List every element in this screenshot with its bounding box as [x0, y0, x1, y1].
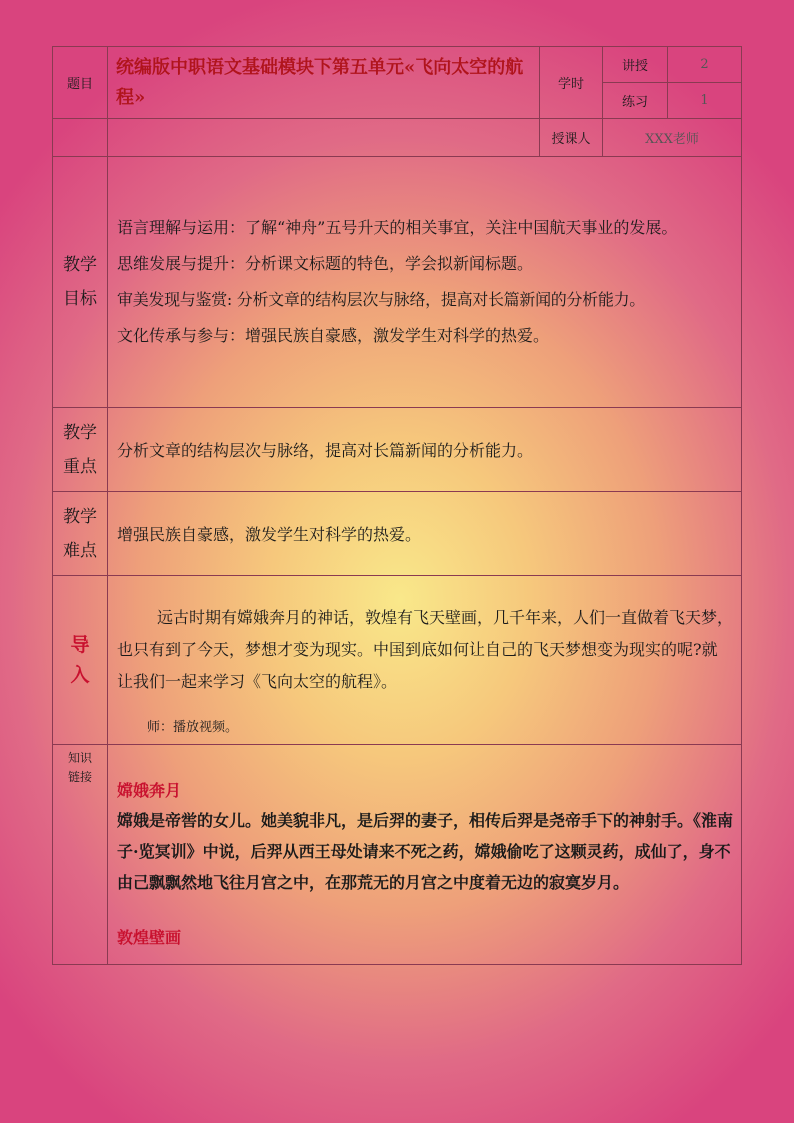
topic-label: 题目	[53, 47, 108, 119]
key-points-label: 教学重点	[53, 408, 108, 492]
difficulties-text: 增强民族自豪感，激发学生对科学的热爱。	[108, 492, 742, 576]
objectives-list	[108, 157, 742, 408]
intro-text: 远古时期有嫦娥奔月的神话，敦煌有飞天壁画，几千年来，人们一直做着飞天梦，也只有到了今天，梦想才变为现实。中国到底如何让自己的飞天梦想变为现实的呢?就让我们一起来学习《飞向太空的航程》。	[117, 608, 734, 691]
practice-label: 练习	[603, 83, 668, 119]
intro-label: 导入	[53, 576, 108, 745]
practice-hours: 1	[668, 83, 742, 119]
difficulties-label: 教学难点	[53, 492, 108, 576]
objective-item: 审美发现与鉴赏: 分析文章的结构层次与脉络，提高对长篇新闻的分析能力。	[117, 290, 645, 309]
knowledge-body: 嫦娥是帝喾的女儿。她美貌非凡，是后羿的妻子，相传后羿是尧帝手下的神射手。《淮南子·览冥训》中说，后羿从西王母处请来不死之药，嫦娥偷吃了这颗灵药，成仙了，身不由己飘飘然地飞往月宫之中，在那荒无的月宫之中度着无边的寂寞岁月。	[117, 811, 734, 892]
lesson-title: 统编版中职语文基础模块下第五单元«飞向太空的航程»	[108, 47, 540, 119]
objective-item: 文化传承与参与：增强民族自豪感，激发学生对科学的热爱。	[117, 326, 550, 345]
knowledge-label: 知识链接	[53, 745, 108, 965]
lesson-plan-table	[52, 46, 742, 965]
hours-label: 学时	[540, 47, 603, 119]
intro-content	[108, 576, 742, 745]
teacher-name: XXX老师	[603, 119, 742, 157]
objective-item: 语言理解与运用：了解“神舟”五号升天的相关事宜，关注中国航天事业的发展。	[117, 218, 678, 237]
objectives-label: 教学目标	[53, 157, 108, 408]
objective-item: 思维发展与提升：分析课文标题的特色，学会拟新闻标题。	[117, 254, 534, 273]
lecture-hours: 2	[668, 47, 742, 83]
knowledge-heading: 嫦娥奔月	[117, 781, 182, 800]
teacher-note: 师：播放视频。	[147, 720, 239, 735]
teacher-label: 授课人	[540, 119, 603, 157]
key-points-text: 分析文章的结构层次与脉络，提高对长篇新闻的分析能力。	[108, 408, 742, 492]
knowledge-heading: 敦煌壁画	[117, 928, 182, 947]
lecture-label: 讲授	[603, 47, 668, 83]
knowledge-content	[108, 745, 742, 965]
